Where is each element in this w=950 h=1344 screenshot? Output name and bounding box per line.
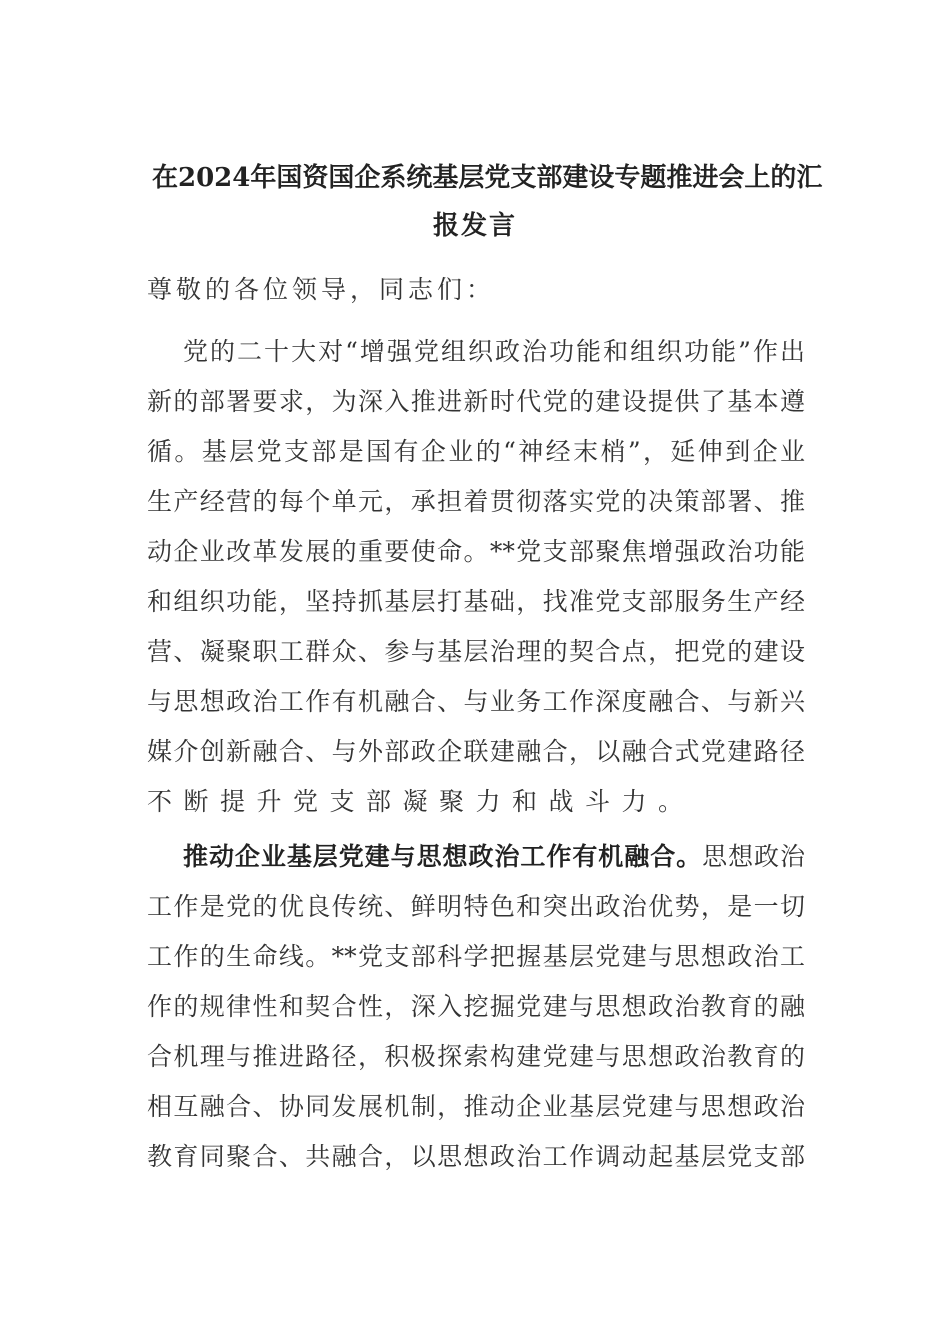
paragraph-line: 相互融合、协同发展机制，推动企业基层党建与思想政治	[147, 1092, 805, 1121]
paragraph-line: 和组织功能，坚持抓基层打基础，找准党支部服务生产经	[147, 587, 805, 616]
paragraph-line	[147, 832, 805, 882]
section-heading: 推动企业基层党建与思想政治工作有机融合。	[183, 842, 703, 871]
paragraph-line: 不断提升党支部凝聚力和战斗力。	[147, 787, 695, 816]
greeting: 尊敬的各位领导，同志们：	[147, 275, 496, 304]
paragraph-line: 动企业改革发展的重要使命。**党支部聚焦增强政治功能	[147, 537, 805, 566]
paragraph-line: 教育同聚合、共融合，以思想政治工作调动起基层党支部	[147, 1142, 805, 1171]
paragraph-line: 媒介创新融合、与外部政企联建融合，以融合式党建路径	[147, 737, 805, 766]
paragraph-line: 循。基层党支部是国有企业的“神经末梢”，延伸到企业	[147, 437, 805, 466]
document-title-line-2: 报发言	[432, 211, 517, 241]
paragraph-line: 作的规律性和契合性，深入挖掘党建与思想政治教育的融	[147, 992, 805, 1021]
paragraph-line: 工作是党的优良传统、鲜明特色和突出政治优势，是一切	[147, 892, 805, 921]
paragraph-line: 生产经营的每个单元，承担着贯彻落实党的决策部署、推	[147, 487, 805, 516]
paragraph-line: 工作的生命线。**党支部科学把握基层党建与思想政治工	[147, 942, 805, 971]
document-title-line-1: 在2024年国资国企系统基层党支部建设专题推进会上的汇	[152, 163, 823, 193]
paragraph-text: 思想政治	[702, 842, 805, 871]
paragraph-line: 党的二十大对“增强党组织政治功能和组织功能”作出	[183, 337, 805, 366]
paragraph-line: 合机理与推进路径，积极探索构建党建与思想政治教育的	[147, 1042, 805, 1071]
paragraph-line: 新的部署要求，为深入推进新时代党的建设提供了基本遵	[147, 387, 805, 416]
paragraph-line: 与思想政治工作有机融合、与业务工作深度融合、与新兴	[147, 687, 805, 716]
paragraph-line: 营、凝聚职工群众、参与基层治理的契合点，把党的建设	[147, 637, 805, 666]
